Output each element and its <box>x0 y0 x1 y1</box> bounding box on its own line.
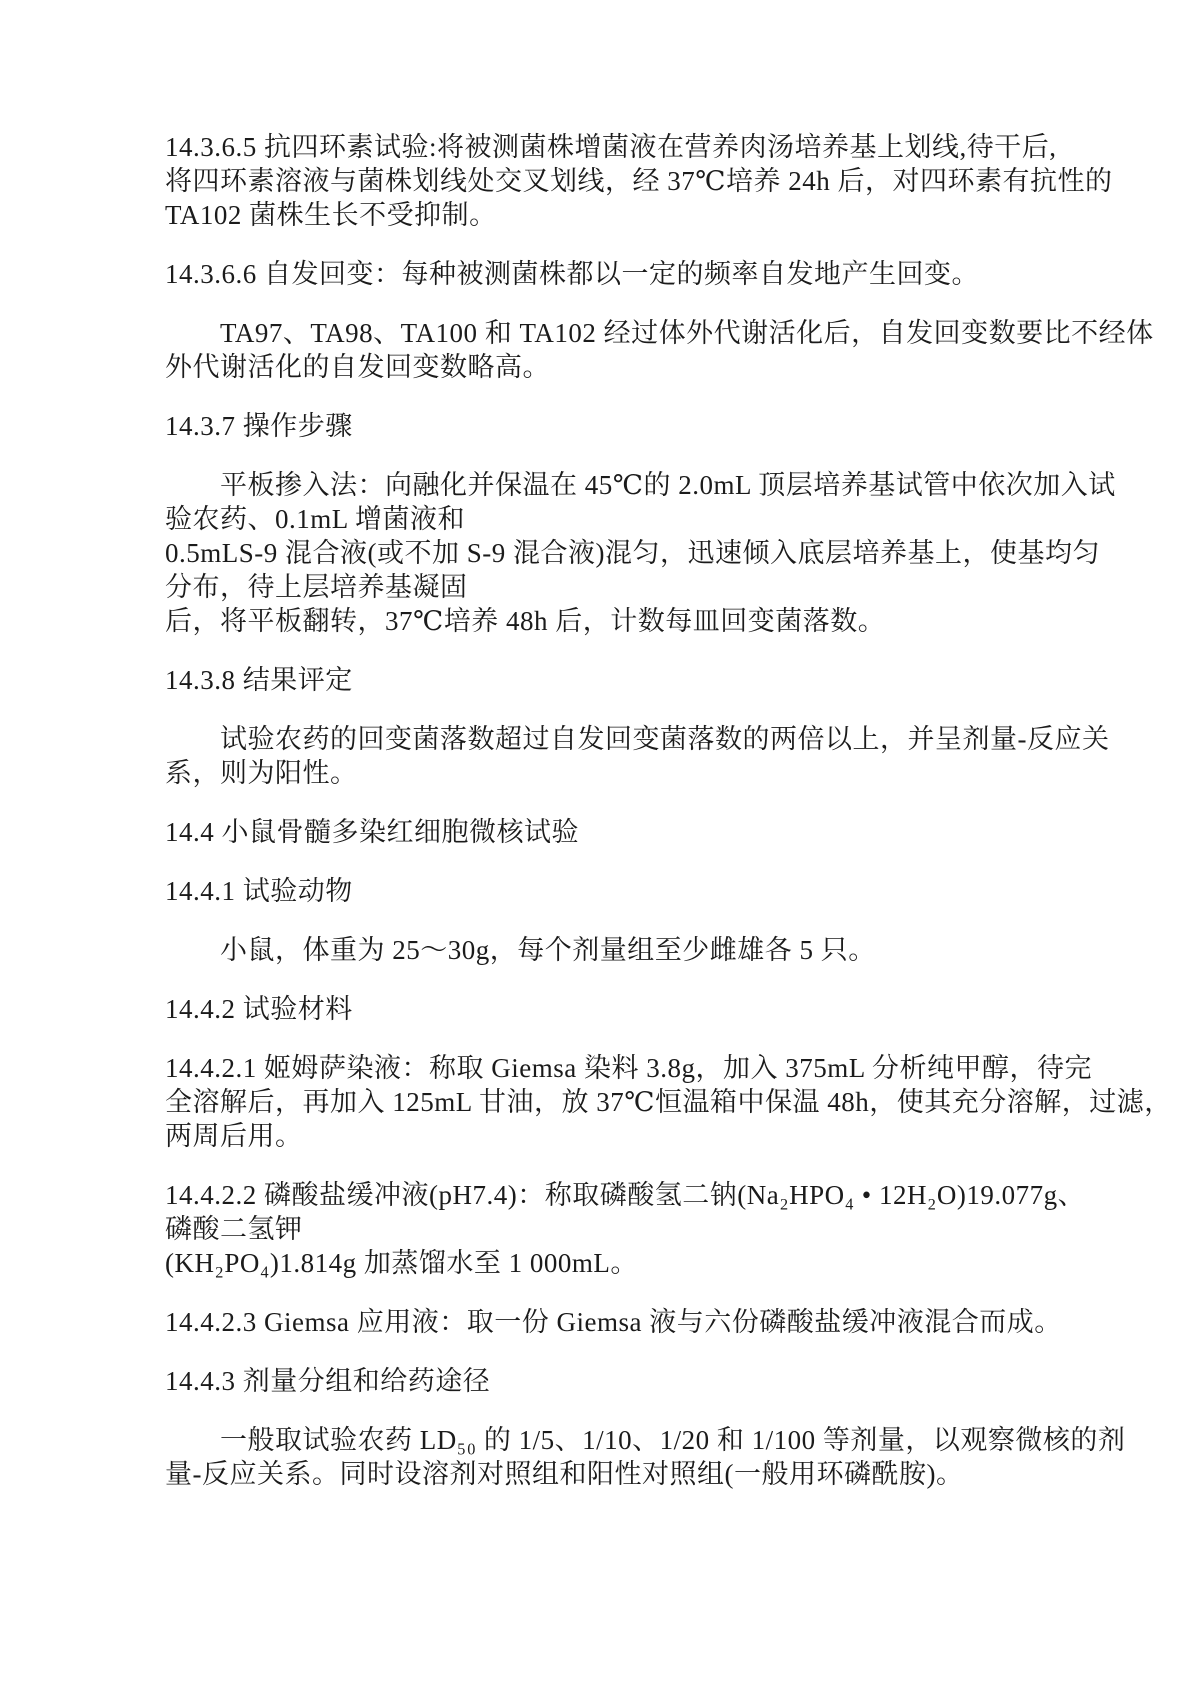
heading-14-4-2 <box>165 992 1040 1026</box>
text-line: 平板掺入法：向融化并保温在 45℃的 2.0mL 顶层培养基试管中依次加入试 <box>220 470 1116 500</box>
text-line: 系，则为阳性。 <box>165 758 358 788</box>
para-14-3-6-5 <box>165 130 1113 232</box>
text-line: 0.5mLS-9 混合液(或不加 S-9 混合液)混匀，迅速倾入底层培养基上，使基均匀 <box>165 538 1100 568</box>
text-line: 14.3.6.6 自发回变：每种被测菌株都以一定的频率自发地产生回变。 <box>165 259 979 289</box>
text-line: 量-反应关系。同时设溶剂对照组和阳性对照组(一般用环磷酰胺)。 <box>165 1459 964 1489</box>
text-line: 验农药、0.1mL 增菌液和 <box>165 504 465 534</box>
text-line: 外代谢活化的自发回变数略高。 <box>165 352 550 382</box>
section-heading: 14.4.1 试验动物 <box>165 876 353 906</box>
text-line: 全溶解后，再加入 125mL 甘油，放 37℃恒温箱中保温 48h，使其充分溶解，过滤， <box>165 1087 1172 1117</box>
para-14-4-2-1 <box>165 1051 1172 1153</box>
text-line: 14.4.2.2 磷酸盐缓冲液(pH7.4)：称取磷酸氢二钠(Na₂HPO₄ • 12H₂O)19.077g、 <box>165 1180 1086 1210</box>
para-14-4-2-2 <box>165 1178 1086 1280</box>
section-heading: 14.4 小鼠骨髓多染红细胞微核试验 <box>165 817 579 847</box>
text-line: 磷酸二氢钾 <box>165 1214 303 1244</box>
text-line: 小鼠，体重为 25～30g，每个剂量组至少雌雄各 5 只。 <box>220 935 876 965</box>
para-ta97-spontaneous <box>165 316 1154 384</box>
heading-14-4-1 <box>165 874 1040 908</box>
text-line: (KH₂PO₄)1.814g 加蒸馏水至 1 000mL。 <box>165 1248 638 1278</box>
text-line: 14.4.2.3 Giemsa 应用液：取一份 Giemsa 液与六份磷酸盐缓冲液混合而成。 <box>165 1307 1062 1337</box>
para-14-4-2-3 <box>165 1305 1062 1339</box>
text-line: 将四环素溶液与菌株划线处交叉划线，经 37℃培养 24h 后，对四环素有抗性的 <box>165 166 1113 196</box>
text-line: 一般取试验农药 LD₅₀ 的 1/5、1/10、1/20 和 1/100 等剂量，以观察微核的剂 <box>220 1425 1126 1455</box>
text-line: TA97、TA98、TA100 和 TA102 经过体外代谢活化后，自发回变数要比不经体 <box>220 318 1154 348</box>
section-heading: 14.3.8 结果评定 <box>165 665 353 695</box>
para-dose-groups <box>165 1423 1126 1491</box>
text-line: 试验农药的回变菌落数超过自发回变菌落数的两倍以上，并呈剂量-反应关 <box>220 724 1110 754</box>
heading-14-4 <box>165 815 1040 849</box>
heading-14-3-8 <box>165 663 1040 697</box>
text-line: TA102 菌株生长不受抑制。 <box>165 200 497 230</box>
para-test-animals <box>165 933 1040 967</box>
text-line: 后，将平板翻转，37℃培养 48h 后，计数每皿回变菌落数。 <box>165 606 886 636</box>
para-result-evaluation <box>165 722 1110 790</box>
text-line: 分布，待上层培养基凝固 <box>165 572 468 602</box>
para-plate-incorporation <box>165 468 1116 638</box>
section-heading: 14.4.3 剂量分组和给药途径 <box>165 1366 491 1396</box>
section-heading: 14.4.2 试验材料 <box>165 994 353 1024</box>
para-14-3-6-6 <box>165 257 1040 291</box>
text-line: 两周后用。 <box>165 1121 303 1151</box>
text-line: 14.3.6.5 抗四环素试验:将被测菌株增菌液在营养肉汤培养基上划线,待干后, <box>165 132 1057 162</box>
text-line: 14.4.2.1 姬姆萨染液：称取 Giemsa 染料 3.8g，加入 375mL 分析纯甲醇，待完 <box>165 1053 1092 1083</box>
heading-14-3-7 <box>165 409 1040 443</box>
heading-14-4-3 <box>165 1364 1040 1398</box>
section-heading: 14.3.7 操作步骤 <box>165 411 353 441</box>
